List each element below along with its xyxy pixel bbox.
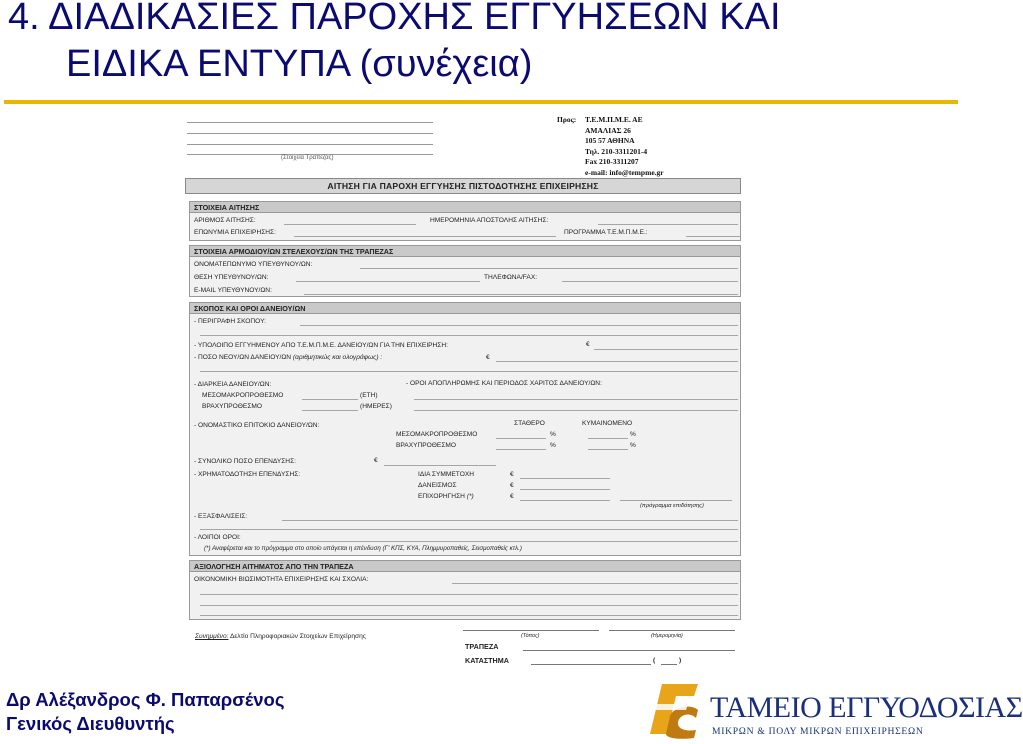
borrowing-label: ΔΑΝΕΙΣΜΟΣ (418, 482, 457, 489)
euro-sign: € (510, 482, 514, 489)
section-loan-purpose-terms (189, 302, 741, 556)
slide-title-line-2: ΕΙΔΙΚΑ ΕΝΤΥΠΑ (συνέχεια) (66, 43, 533, 85)
guarantee-application-form (185, 112, 747, 665)
officer-position-label: ΘΕΣΗ ΥΠΕΥΘΥΝΟΥ/ΩΝ: (194, 274, 269, 281)
officer-email-label: E-MAIL ΥΠΕΥΘΥΝΟΥ/ΩΝ: (194, 287, 272, 294)
subsidy-program-note: (πρόγραμμα επιδότησης) (640, 503, 704, 509)
address-line: Τ.Ε.Μ.Π.Μ.Ε. ΑΕ (585, 115, 643, 124)
branch-paren: ) (679, 657, 682, 664)
new-loan-amount-label: - ΠΟΣΟ ΝΕΟΥ/ΩΝ ΔΑΝΕΙΟΥ/ΩΝ (αριθμητικώς και ολογράφως) : (194, 354, 383, 361)
footnote: (*) Αναφέρεται και το πρόγραμμα στο οποίο υπάγεται η επένδυση (Γ' ΚΠΣ, ΚΥΑ, Πλημμυροπαθείς, Σεισμοπαθείς κτλ.) (204, 545, 522, 552)
short-term-label: ΒΡΑΧΥΠΡΟΘΕΣΜΟ (396, 442, 457, 449)
form-main-title: ΑΙΤΗΣΗ ΓΙΑ ΠΑΡΟΧΗ ΕΓΓΥΗΣΗΣ ΠΙΣΤΟΔΟΤΗΣΗΣ ΕΠΙΧΕΙΡΗΣΗΣ (185, 178, 741, 194)
date-caption: (Ημερομηνία) (651, 633, 683, 639)
short-term-label: ΒΡΑΧΥΠΡΟΘΕΣΜΟ (202, 403, 263, 410)
bank-stamp-label: (Στοιχεία Τραπεζας) (281, 155, 334, 161)
euro-sign: € (510, 471, 514, 478)
section-bank-evaluation (189, 560, 741, 620)
fixed-rate-header: ΣΤΑΘΕΡΟ (514, 420, 545, 427)
section-title: ΣΚΟΠΟΣ ΚΑΙ ΟΡΟΙ ΔΑΝΕΙΟΥ/ΩΝ (190, 303, 740, 314)
section-title: ΣΤΟΙΧΕΙΑ ΑΡΜΟΔΙΟΥ/ΩΝ ΣΤΕΛΕΧΟΥΣ/ΩΝ ΤΗΣ ΤΡΑΠΕΖΑΣ (190, 246, 740, 257)
purpose-label: - ΠΕΡΙΓΡΑΦΗ ΣΚΟΠΟΥ: (194, 318, 266, 325)
percent-sign: % (550, 442, 556, 449)
viability-comments-label: ΟΙΚΟΝΟΜΙΚΗ ΒΙΩΣΙΜΟΤΗΤΑ ΕΠΙΧΕΙΡΗΣΗΣ ΚΑΙ ΣΧΟΛΙΑ: (194, 576, 369, 583)
section-title: ΣΤΟΙΧΕΙΑ ΑΙΤΗΣΗΣ (190, 202, 740, 213)
days-unit: (ΗΜΕΡΕΣ) (360, 403, 392, 410)
attachment-note: Συνημμένο: Δελτίο Πληροφοριακών Στοιχείων Επιχείρησης (195, 633, 366, 640)
guaranteed-balance-label: - ΥΠΟΛΟΙΠΟ ΕΓΓΥΗΜΕΝΟΥ ΑΠΟ Τ.Ε.Μ.Π.Μ.Ε. ΔΑΝΕΙΟΥ/ΩΝ ΓΙΑ ΤΗΝ ΕΠΙΧΕΙΡΗΣΗ: (194, 342, 448, 349)
section-title: ΑΞΙΟΛΟΓΗΣΗ ΑΙΤΗΜΑΤΟΣ ΑΠΟ ΤΗΝ ΤΡΑΠΕΖΑ (190, 561, 740, 572)
presenter-block (6, 688, 284, 736)
percent-sign: % (630, 431, 636, 438)
slide-title (8, 0, 958, 88)
program-label: ΠΡΟΓΡΑΜΜΑ Τ.Ε.Μ.Π.Μ.Ε.: (564, 229, 648, 236)
repayment-terms-label: - ΟΡΟΙ ΑΠΟΠΛΗΡΩΜΗΣ ΚΑΙ ΠΕΡΙΟΔΟΣ ΧΑΡΙΤΟΣ ΔΑΝΕΙΟΥ/ΩΝ: (406, 380, 602, 387)
place-caption: (Τόπος) (521, 633, 540, 639)
bank-label: ΤΡΑΠΕΖΑ (465, 642, 499, 651)
collateral-label: - ΕΞΑΣΦΑΛΙΣΕΙΣ: (194, 513, 248, 520)
branch-label: ΚΑΤΑΣΤΗΜΑ (465, 656, 509, 665)
own-funds-label: ΙΔΙΑ ΣΥΜΜΕΤΟΧΗ (418, 471, 474, 478)
title-underline (4, 100, 958, 104)
logo-name: ΤΑΜΕΙΟ ΕΓΓΥΟΔΟΣΙΑΣ (710, 691, 1023, 724)
bank-stamp-line (187, 144, 433, 145)
presenter-name: Δρ Αλέξανδρος Φ. Παπαρσένος (6, 689, 285, 710)
phone-fax-label: ΤΗΛΕΦΩΝΑ/FAX: (484, 274, 538, 281)
euro-sign: € (586, 341, 590, 348)
euro-sign: € (510, 493, 514, 500)
officer-fullname-label: ΟΝΟΜΑΤΕΠΩΝΥΜΟ ΥΠΕΥΘΥΝΟΥ/ΩΝ: (194, 261, 313, 268)
slide-title-line-1: 4. ΔΙΑΔΙΚΑΣΙΕΣ ΠΑΡΟΧΗΣ ΕΓΓΥΗΣΕΩΝ ΚΑΙ (8, 0, 781, 38)
address-line: e-mail: info@tempme.gr (585, 167, 664, 177)
years-unit: (ΕΤΗ) (360, 392, 378, 399)
address-line: 105 57 ΑΘΗΝΑ (585, 136, 635, 146)
presenter-title: Γενικός Διευθυντής (6, 713, 175, 734)
application-number-label: ΑΡΙΘΜΟΣ ΑΙΤΗΣΗΣ: (194, 217, 256, 224)
send-date-label: ΗΜΕΡΟΜΗΝΙΑ ΑΠΟΣΤΟΛΗΣ ΑΙΤΗΣΗΣ: (430, 217, 549, 224)
address-line: ΑΜΑΛΙΑΣ 26 (585, 125, 631, 135)
medium-long-term-label: ΜΕΣΟΜΑΚΡΟΠΡΟΘΕΣΜΟ (396, 431, 478, 438)
euro-sign: € (486, 354, 490, 361)
euro-sign: € (374, 457, 378, 464)
medium-long-term-label: ΜΕΣΟΜΑΚΡΟΠΡΟΘΕΣΜΟ (202, 392, 284, 399)
tempme-logo-icon (640, 680, 706, 740)
bank-stamp-line (187, 122, 433, 123)
grant-label: ΕΠΙΧΟΡΗΓΗΣΗ (*) (418, 493, 474, 500)
total-investment-label: - ΣΥΝΟΛΙΚΟ ΠΟΣΟ ΕΠΕΝΔΥΣΗΣ: (194, 458, 296, 465)
other-terms-label: - ΛΟΙΠΟΙ ΟΡΟΙ: (194, 534, 241, 541)
address-line: Fax 210-3311207 (585, 157, 639, 167)
investment-financing-label: - ΧΡΗΜΑΤΟΔΟΤΗΣΗ ΕΠΕΝΔΥΣΗΣ: (194, 471, 301, 478)
bank-stamp-line (187, 133, 433, 134)
recipient-label: Προς: (557, 115, 577, 124)
percent-sign: % (550, 431, 556, 438)
company-name-label: ΕΠΩΝΥΜΙΑ ΕΠΙΧΕΙΡΗΣΗΣ: (194, 229, 276, 236)
logo-subtitle: ΜΙΚΡΩΝ & ΠΟΛΥ ΜΙΚΡΩΝ ΕΠΙΧΕΙΡΗΣΕΩΝ (712, 726, 924, 737)
section-bank-officers (189, 245, 741, 297)
section-application-details (189, 201, 741, 241)
branch-paren: ( (653, 657, 656, 664)
percent-sign: % (630, 442, 636, 449)
interest-rate-label: - ΟΝΟΜΑΣΤΙΚΟ ΕΠΙΤΟΚΙΟ ΔΑΝΕΙΟΥ/ΩΝ: (194, 422, 320, 429)
loan-duration-label: - ΔΙΑΡΚΕΙΑ ΔΑΝΕΙΟΥ/ΩΝ: (194, 381, 272, 388)
address-line: Τηλ. 210-3311201-4 (585, 146, 648, 156)
floating-rate-header: ΚΥΜΑΙΝΟΜΕΝΟ (582, 420, 633, 427)
